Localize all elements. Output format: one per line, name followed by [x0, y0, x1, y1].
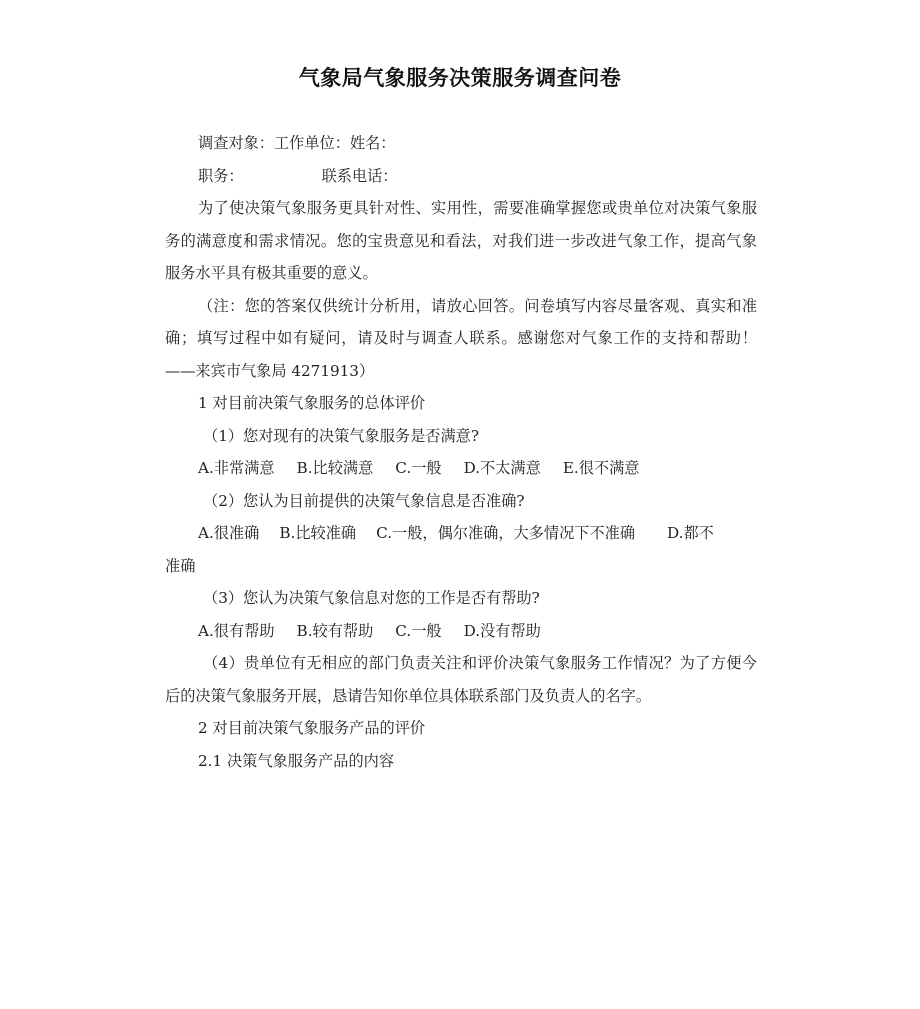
position-phone-line — [165, 160, 757, 193]
question-3-options — [165, 615, 757, 648]
question-3: （3）您认为决策气象信息对您的工作是否有帮助? — [203, 589, 540, 607]
q3-option-c: C.一般 — [395, 621, 442, 640]
q3-option-a: A.很有帮助 — [198, 621, 275, 640]
question-2-options-wrap: 准确 — [165, 556, 196, 575]
page-title: 气象局气象服务决策服务调查问卷 — [298, 66, 622, 90]
note-paragraph: （注：您的答案仅供统计分析用，请放心回答。问卷填写内容尽量客观、真实和准确；填写过程中如有疑问，请及时与调查人联系。感谢您对气象工作的支持和帮助！——来宾市气象局 4271913） — [165, 296, 757, 380]
section-2-1-heading: 2.1 决策气象服务产品的内容 — [198, 751, 395, 770]
question-2: （2）您认为目前提供的决策气象信息是否准确? — [203, 491, 525, 510]
position-label: 职务： — [198, 166, 244, 185]
section-2-heading: 2 对目前决策气象服务产品的评价 — [198, 719, 426, 737]
question-1: （1）您对现有的决策气象服务是否满意? — [203, 426, 479, 445]
question-4: （4）贵单位有无相应的部门负责关注和评价决策气象服务工作情况？为了方便今后的决策气象服务开展，恳请告知你单位具体联系部门及负责人的名字。 — [165, 654, 757, 705]
q2-option-d: D.都不 — [667, 524, 714, 542]
question-2-options — [165, 517, 757, 550]
phone-label: 联系电话： — [321, 166, 398, 185]
q1-option-a: A.非常满意 — [198, 459, 275, 477]
q1-option-c: C.一般 — [395, 459, 442, 477]
q1-option-e: E.很不满意 — [562, 459, 640, 477]
intro-paragraph: 为了使决策气象服务更具针对性、实用性，需要准确掌握您或贵单位对决策气象服务的满意度和需求情况。您的宝贵意见和看法，对我们进一步改进气象工作，提高气象服务水平具有极其重要的意义。 — [165, 199, 757, 282]
q1-option-b: B.比较满意 — [296, 459, 374, 477]
q3-option-b: B.较有帮助 — [296, 621, 374, 640]
document-body — [165, 127, 757, 777]
q1-option-d: D.不太满意 — [463, 459, 541, 477]
question-1-options — [165, 452, 757, 485]
section-1-heading: 1 对目前决策气象服务的总体评价 — [198, 394, 426, 412]
q2-option-c: C.一般，偶尔准确，大多情况下不准确 — [376, 524, 636, 542]
q2-option-b: B.比较准确 — [279, 524, 357, 542]
q3-option-d: D.没有帮助 — [463, 621, 541, 640]
survey-target-line: 调查对象：工作单位：姓名： — [198, 134, 396, 152]
q2-option-a: A.很准确 — [198, 524, 260, 542]
